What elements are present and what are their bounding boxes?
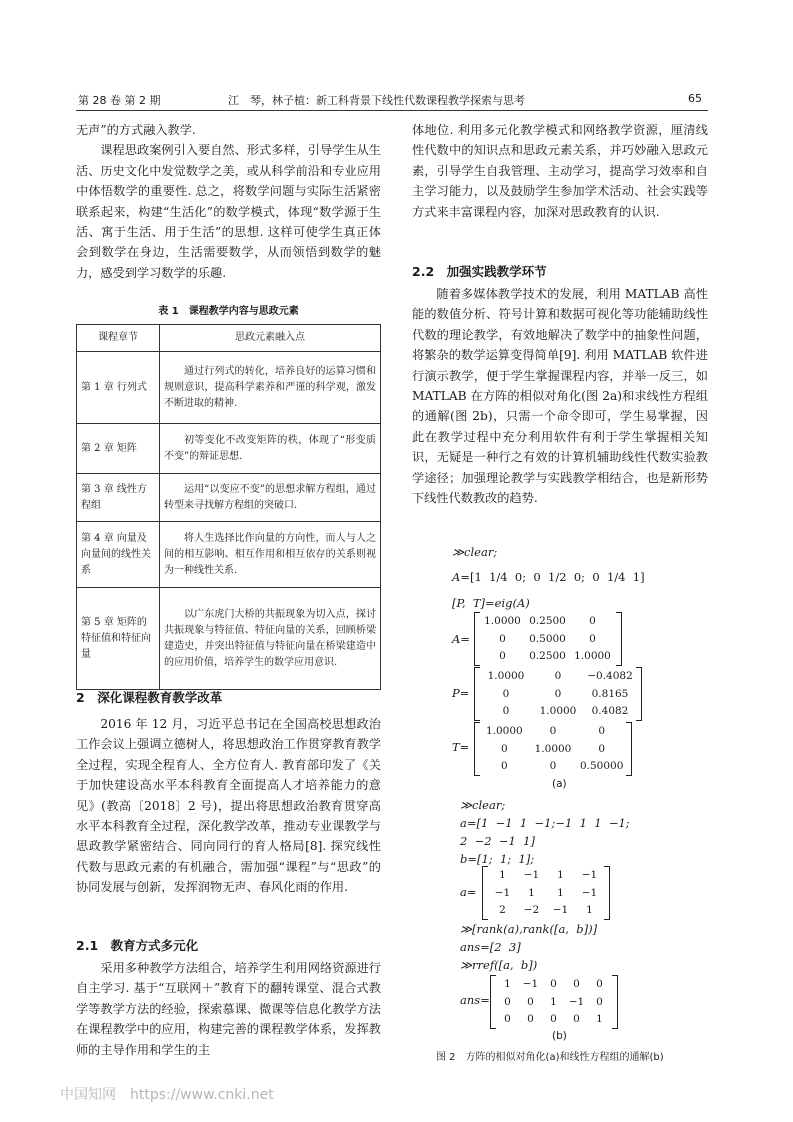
right-bracket: [616, 612, 622, 666]
left-column-bottom: [76, 958, 381, 1060]
matrix-cell: 1.0000: [574, 650, 611, 662]
matrix-cell: 0: [598, 742, 606, 755]
table-cell: 通过行列式的转化，培养良好的运算习惯和规则意识，提高科学素养和严谨的科学观，激发不断进取的精神.: [160, 352, 381, 424]
matrix-cell: 1.0000: [534, 742, 572, 755]
table-cell: 第 4 章 向量及向量间的线性关系: [77, 522, 160, 588]
matrix-cell: −1: [581, 869, 598, 881]
left-column-top: [76, 120, 381, 283]
matrix-A: [474, 612, 622, 666]
matrix-cell: 0: [504, 995, 511, 1008]
table-cell: 以广东虎门大桥的共振现象为切入点，探讨共振现象与特征值、特征向量的关系，回顾桥梁建造史，并突出特征值与特征向量在桥梁建造中的应用价值，培养学生的数学应用意识.: [160, 588, 381, 690]
matrix-cell: 0: [589, 615, 596, 627]
left-column-mid: [76, 714, 381, 898]
matrix-cell: 0: [549, 725, 557, 737]
matrix-label: a=: [460, 885, 477, 899]
matrix-a: [482, 866, 610, 920]
table-header: 课程章节: [77, 325, 160, 352]
matrix-cell: −0.4082: [587, 670, 633, 682]
matrix-label: T=: [452, 740, 470, 754]
code-line: ans=[2 3]: [460, 940, 521, 954]
matrix-cell: 0.5000: [529, 632, 566, 645]
matrix-cell: 0: [596, 995, 603, 1008]
matrix-cell: 0: [499, 632, 506, 645]
table-cell: 运用“以变应不变”的思想求解方程组，通过转型来寻找解方程组的突破口.: [160, 474, 381, 522]
section-heading: 2.1 教育方式多元化: [76, 938, 199, 953]
matrix-cell: 0: [550, 978, 557, 990]
matrix-rref: [490, 975, 618, 1029]
matrix-row: [480, 741, 626, 759]
watermark: 中国知网 https://www.cnki.net: [60, 1087, 274, 1103]
matrix-cell: −1: [581, 886, 598, 899]
right-column-top: [412, 120, 708, 222]
code-prefix: A=: [452, 570, 470, 584]
course-table: [76, 324, 381, 690]
code-line: 2 −2 −1 1]: [460, 834, 535, 848]
paragraph: 采用多种教学方法组合，培养学生利用网络资源进行自主学习. 基于“互联网＋”教育下的翻转课堂、混合式教学等教学方法的经验，探索慕课、微课等信息化教学方法在课程教学中的应用，构建完善的课程教学体系，发挥教师的主导作用和学生的主: [76, 961, 381, 1057]
matrix-row: [480, 758, 626, 776]
matrix-cell: 0: [502, 705, 510, 717]
table-row: [77, 474, 381, 522]
matrix-definition: [1 1/4 0; 0 1/2 0; 0 1/4 1]: [469, 570, 645, 584]
journal-volume: 第 28 卷 第 2 期: [78, 94, 161, 107]
paragraph: 课程思政案例引入要自然、形式多样，引导学生从生活、历史文化中发觉数学之美，或从科学前沿和专业应用中体悟数学的重要性. 总之，将数学问题与实际生活紧密联系起来，构建“生活化”的数学模式，体现“数学源于生活、寓于生活、用于生活”的思想. 这样可使学生真正体会到数学在身边，生活需要数学，从而领悟到数学的魅力，感受到学习数学的乐趣.: [76, 143, 381, 280]
matrix-cell: −1: [552, 904, 569, 916]
matrix-cell: 0: [500, 760, 508, 772]
table-cell: 第 3 章 线性方程组: [77, 474, 160, 522]
matrix-cell: 0: [596, 978, 603, 990]
code-line: ≫clear;: [460, 798, 506, 812]
right-bracket: [626, 722, 632, 776]
matrix-cell: 0: [554, 687, 562, 700]
matrix-cell: 1: [596, 1013, 603, 1025]
matrix-cell: 0: [550, 1013, 557, 1025]
right-bracket: [604, 866, 610, 920]
matrix-cell: −1: [522, 978, 539, 990]
matrix-cell: 0: [527, 1013, 534, 1025]
page-number: 65: [688, 92, 702, 105]
table-header: 思政元素融入点: [160, 325, 381, 352]
matrix-cell: 2: [499, 904, 506, 916]
matrix-cell: 0: [549, 760, 557, 772]
right-bracket: [636, 667, 642, 721]
table-header-row: [77, 325, 381, 352]
matrix-row: [480, 648, 616, 666]
matrix-row: [480, 686, 636, 704]
header-rule: [76, 110, 708, 111]
matrix-cell: 0: [527, 995, 534, 1008]
table-row: [77, 522, 381, 588]
paragraph: 2016 年 12 月，习近平总书记在全国高校思想政治工作会议上强调立德树人，将思想政治工作贯穿教育教学全过程，实现全程育人、全方位育人. 教育部印发了《关于加快建设高水平本科教育全面提高人才培养能力的意见》(教高〔2018〕2 号)，提出将思想政治教育贯穿高水平本科教育全过程，深化教学改革，推动专业课教学与思政教学紧密结合、同向同行的育人格局[8]. 探究线性代数与思政元素的有机融合，需加强“课程”与“思政”的协同发展与创新，发挥润物无声、春风化雨的作用.: [76, 717, 381, 895]
matrix-cell: 0: [598, 725, 606, 737]
section-heading: 2 深化课程教育教学改革: [76, 690, 223, 705]
matrix-cell: 0: [573, 978, 580, 990]
matrix-cell: 1.0000: [539, 705, 577, 717]
matrix-cell: 0.2500: [529, 650, 566, 662]
matrix-cell: 0: [499, 650, 506, 662]
matrix-cell: 1: [504, 978, 511, 990]
matrix-row: [480, 631, 616, 649]
table-cell: 第 5 章 矩阵的特征值和特征向量: [77, 588, 160, 690]
matrix-row: [480, 703, 636, 721]
matrix-cell: 0: [500, 742, 508, 755]
matrix-row: [480, 723, 626, 741]
matrix-cell: 0: [504, 1013, 511, 1025]
matrix-cell: 0: [502, 687, 510, 700]
matrix-cell: 1: [528, 886, 535, 899]
table-cell: 将人生选择比作向量的方向性，而人与人之间的相互影响、相互作用和相互依存的关系则视为一种线性关系.: [160, 522, 381, 588]
matrix-cell: 0: [554, 670, 562, 682]
figure-caption: 图 2 方阵的相似对角化(a)和线性方程组的通解(b): [436, 1052, 664, 1063]
subfigure-label: (a): [552, 778, 567, 790]
matrix-row: [496, 1011, 612, 1029]
matrix-cell: −2: [523, 904, 540, 916]
paragraph: 无声”的方式融入教学.: [76, 123, 196, 137]
matrix-cell: 1.0000: [484, 615, 521, 627]
code-line: ≫[rank(a),rank([a, b])]: [460, 922, 598, 936]
matrix-cell: 0: [589, 632, 596, 645]
code-line: [P, T]=eig(A): [452, 596, 530, 610]
matrix-cell: −1: [568, 995, 585, 1008]
matrix-row: [488, 885, 604, 903]
matrix-cell: 1: [557, 869, 564, 881]
matrix-label: A=: [452, 632, 470, 646]
table-cell: 初等变化不改变矩阵的秩，体现了“形变质不变”的辩证思想.: [160, 424, 381, 474]
matrix-row: [496, 976, 612, 994]
matrix-row: [488, 867, 604, 885]
table-row: [77, 588, 381, 690]
right-column-body: [412, 284, 708, 508]
matrix-cell: −1: [494, 886, 511, 899]
matrix-P: [474, 667, 642, 721]
matrix-row: [496, 994, 612, 1012]
matrix-cell: 1: [499, 869, 506, 881]
matrix-cell: 0: [573, 1013, 580, 1025]
table-cell: 第 1 章 行列式: [77, 352, 160, 424]
table-row: [77, 424, 381, 474]
matrix-cell: 0.4082: [591, 705, 629, 717]
right-bracket: [612, 975, 618, 1029]
code-line: ≫rref([a, b]): [460, 958, 538, 972]
matrix-row: [488, 902, 604, 920]
matrix-row: [480, 613, 616, 631]
matrix-cell: 0.50000: [579, 760, 624, 772]
matrix-cell: 1: [550, 995, 557, 1008]
matrix-cell: −1: [523, 869, 540, 881]
matrix-label: ans=: [460, 993, 490, 1007]
matrix-cell: 1.0000: [485, 725, 523, 737]
code-line: b=[1; 1; 1];: [460, 852, 535, 866]
code-line: ≫clear;: [452, 545, 498, 559]
matrix-cell: 1.0000: [487, 670, 525, 682]
running-title: 江 琴，林子植：新工科背景下线性代数课程教学探索与思考: [228, 94, 525, 107]
subfigure-label: (b): [552, 1030, 567, 1042]
table-cell: 第 2 章 矩阵: [77, 424, 160, 474]
matrix-row: [480, 668, 636, 686]
table-caption: 表 1 课程教学内容与思政元素: [158, 306, 299, 317]
matrix-T: [474, 722, 632, 776]
table-row: [77, 352, 381, 424]
code-line: a=[1 −1 1 −1;−1 1 1 −1;: [460, 816, 630, 830]
matrix-cell: 0.8165: [591, 687, 629, 700]
paragraph: 随着多媒体教学技术的发展，利用 MATLAB 高性能的数值分析、符号计算和数据可视化等功能辅助线性代数的理论教学，有效地解决了数学中的抽象性问题，将繁杂的数学运算变得简单[9]. 利用 MATLAB 软件进行演示教学，便于学生掌握课程内容，并举一反三，如 MATLAB 在方阵的相似对角化(图 2a)和求线性方程组的通解(图 2b)，只需一个命令即可，学生易掌握，因此在教学过程中充分利用软件有利于学生掌握相关知识，无疑是一种行之有效的计算机辅助线性代数实验教学途径；加强理论教学与实践教学相结合，也是新形势下线性代数教改的趋势.: [412, 287, 708, 506]
section-heading: 2.2 加强实践教学环节: [412, 264, 547, 279]
matrix-cell: 0.2500: [529, 615, 566, 627]
matrix-label: P=: [452, 686, 470, 700]
paragraph: 体地位. 利用多元化教学模式和网络教学资源，厘清线性代数中的知识点和思政元素关系，并巧妙融入思政元素，引导学生自我管理、主动学习，提高学习效率和自主学习能力，以及鼓励学生参加学术活动、社会实践等方式来丰富课程内容，加深对思政教育的认识.: [412, 123, 708, 219]
matrix-cell: 1: [586, 904, 593, 916]
code-line: [452, 570, 645, 584]
matrix-cell: 1: [557, 886, 564, 899]
